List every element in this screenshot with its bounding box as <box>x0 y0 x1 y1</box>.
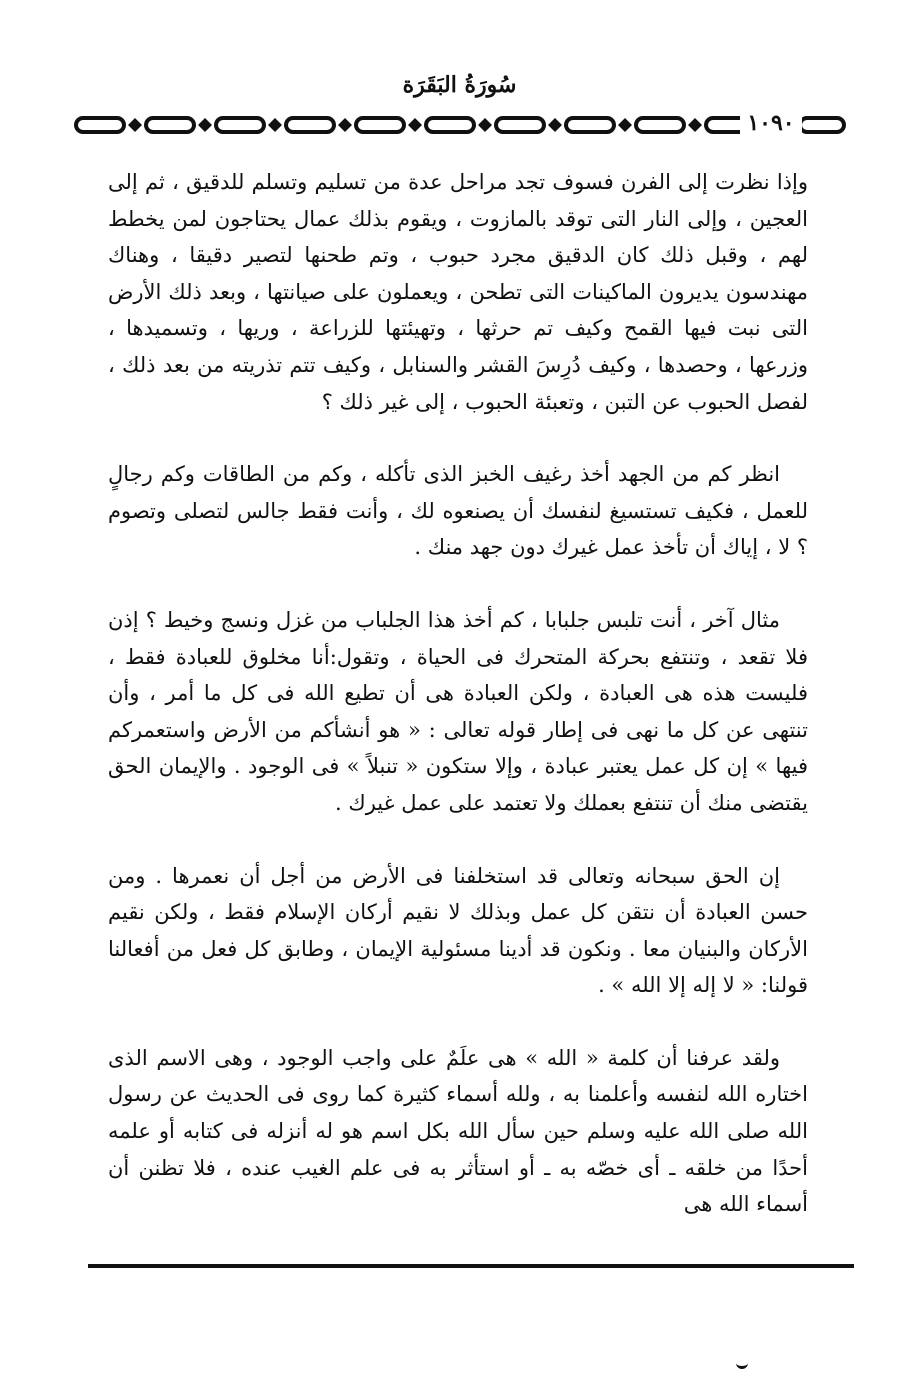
ornamental-header-band <box>74 112 846 138</box>
paragraph: انظر كم من الجهد أخذ رغيف الخبز الذى تأكله ، وكم من الطاقات وكم رجالٍ للعمل ، فكيف تستسيغ لنفسك أن يصنعوه لك ، وأنت فقط جالس لتصلى وتصوم ؟ لا ، إياك أن تأخذ عمل غيرك دون جهد منك . <box>108 462 808 560</box>
paragraph: مثال آخر ، أنت تلبس جلبابا ، كم أخذ هذا الجلباب من غزل ونسج وخيط ؟ إذن فلا تقعد ، وتنتفع بحركة المتحرك فى الحياة ، وتقول:أنا مخلوق للعبادة فقط ، فليست هذه هى العبادة ، ولكن العبادة هى أن تطيع الله فى كل ما أمر ، وأن تنتهى عن كل ما نهى فى إطار قوله تعالى : « هو أنشأكم من الأرض واستعمركم فيها » إن كل عمل يعتبر عبادة ، وإلا ستكون « تنبلاً » فى الوجود . والإيمان الحق يقتضى منك أن تنتفع بعملك ولا تعتمد على عمل غيرك . <box>108 607 808 815</box>
surah-title: سُورَةُ البَقَرَة <box>402 72 517 98</box>
footer-divider <box>88 1264 854 1268</box>
page-number: ١٠٩٠ <box>740 108 802 138</box>
paragraph: وإذا نظرت إلى الفرن فسوف تجد مراحل عدة من تسليم وتسلم للدقيق ، ثم إلى العجين ، وإلى النار التى توقد بالمازوت ، ويقوم بذلك عمال يحتاجون لمن يخطط لهم ، وقبل ذلك كان الدقيق مجرد حبوب ، وتم طحنها لتصير دقيقا ، وهناك مهندسون يديرون الماكينات التى تطحن ، ويعملون على صيانتها ، وبعد ذلك الأرض التى نبت فيها القمح وكيف تم حرثها ، وتهيئتها للزراعة ، وريها ، وتسميدها ، وزرعها ، وحصدها ، وكيف دُرِسَ القشر والسنابل ، وكيف تتم تذريته من بعد ذلك ، لفصل الحبوب عن التبن ، وتعبئة الحبوب ، إلى غير ذلك ؟ <box>108 170 808 414</box>
paragraph: ولقد عرفنا أن كلمة « الله » هى علَمٌ على واجب الوجود ، وهى الاسم الذى اختاره الله لنفسه وأعلمنا به ، ولله أسماء كثيرة كما روى فى الحديث عن رسول الله صلى الله عليه وسلم حين سأل الله بكل اسم هو له أنزله فى كتابه أو علمه أحدًا من خلقه ـ أى خصّه به ـ أو استأثر به فى علم الغيب عنده ، فلا تظنن أن أسماء الله هى <box>108 1045 808 1217</box>
page-corner-mark <box>736 1358 748 1369</box>
paragraph: إن الحق سبحانه وتعالى قد استخلفنا فى الأرض من أجل أن نعمرها . ومن حسن العبادة أن نتقن كل عمل وبذلك لا نقيم أركان الإسلام فقط ، ولكن نقيم الأركان والبنيان معا . ونكون قد أدينا مسئولية الإيمان ، وطابق كل فعل من أفعالنا قولنا: « لا إله إلا الله » . <box>108 863 808 998</box>
body-text <box>108 164 808 1259</box>
ornament-chain-icon <box>74 112 846 138</box>
